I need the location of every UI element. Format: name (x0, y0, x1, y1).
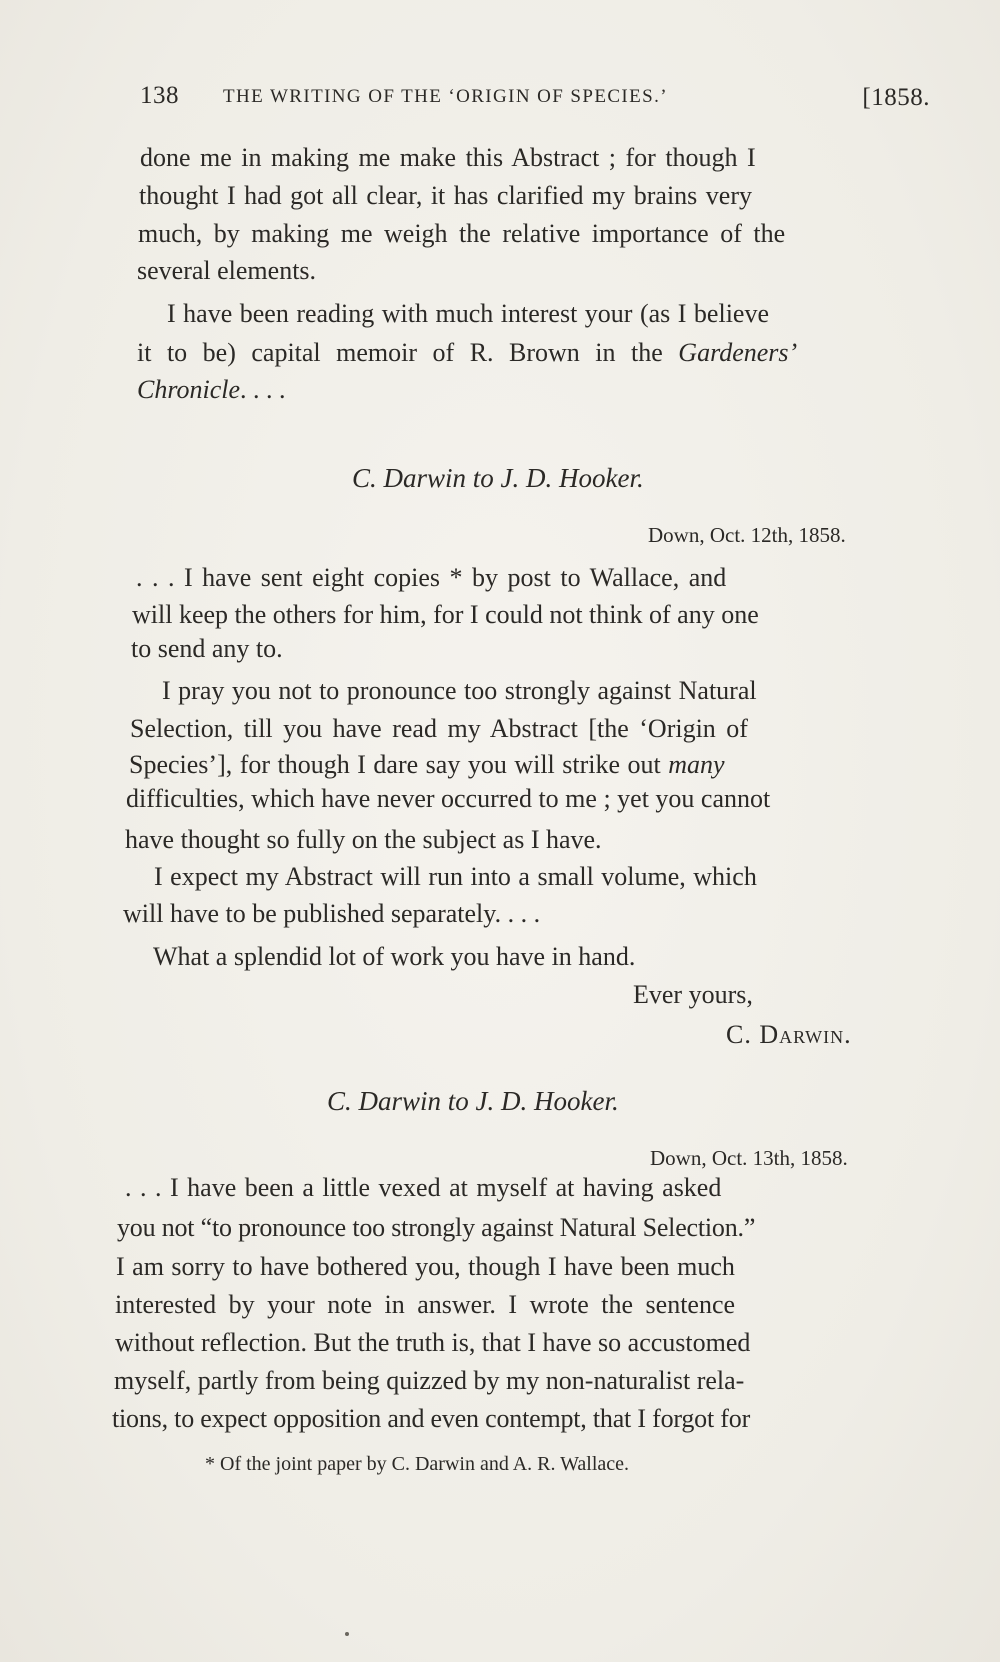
letter-signature: C. Darwin. (726, 1020, 852, 1049)
letter-dateline: Down, Oct. 13th, 1858. (650, 1146, 848, 1170)
body-line: have thought so fully on the subject as I have. (125, 825, 602, 854)
body-line: myself, partly from being quizzed by my non-naturalist rela- (114, 1366, 745, 1395)
body-line (129, 750, 725, 780)
italic-text: Chronicle (137, 375, 241, 404)
body-line: . . . I have been a little vexed at myself at having asked (125, 1173, 722, 1202)
header-year: [1858. (862, 84, 930, 111)
body-line: will keep the others for him, for I could not think of any one (132, 600, 759, 629)
body-text: . . . . (240, 375, 286, 404)
letter-heading: C. Darwin to J. D. Hooker. (327, 1086, 619, 1116)
body-text: Species’], for though I dare say you will strike out (129, 750, 669, 779)
body-line: I pray you not to pronounce too strongly against Natural (162, 676, 757, 705)
body-line: interested by your note in answer. I wrote the sentence (115, 1290, 736, 1319)
body-line (137, 338, 797, 368)
footnote: * Of the joint paper by C. Darwin and A. R. Wallace. (205, 1453, 630, 1475)
body-line: without reflection. But the truth is, that I have so accustomed (115, 1328, 751, 1357)
letter-closing: Ever yours, (633, 980, 753, 1009)
letter-dateline: Down, Oct. 12th, 1858. (648, 523, 846, 547)
body-line: Selection, till you have read my Abstract [the ‘Origin of (130, 714, 748, 743)
body-line (137, 375, 286, 405)
body-line: to send any to. (131, 634, 283, 663)
page-number: 138 (140, 82, 179, 109)
body-text: it to be) capital memoir of R. Brown in the (137, 338, 679, 367)
italic-text: Gardeners’ (678, 338, 798, 367)
body-line: difficulties, which have never occurred to me ; yet you cannot (126, 784, 771, 813)
body-line: I am sorry to have bothered you, though I have been much (116, 1252, 735, 1281)
body-line: you not “to pronounce too strongly against Natural Selection.” (117, 1213, 756, 1242)
running-header (140, 82, 930, 114)
body-line: I have been reading with much interest your (as I believe (167, 299, 769, 328)
page-speck (345, 1632, 349, 1636)
body-line: What a splendid lot of work you have in hand. (153, 942, 636, 971)
letter-heading: C. Darwin to J. D. Hooker. (352, 463, 644, 493)
body-line: done me in making me make this Abstract ; for though I (140, 143, 756, 172)
body-line: thought I had got all clear, it has clarified my brains very (139, 181, 752, 210)
running-title: THE WRITING OF THE ‘ORIGIN OF SPECIES.’ (223, 86, 668, 107)
body-line: much, by making me weigh the relative importance of the (138, 219, 786, 248)
body-line: several elements. (137, 256, 317, 285)
body-line: tions, to expect opposition and even contempt, that I forgot for (112, 1404, 751, 1433)
body-line: I expect my Abstract will run into a small volume, which (154, 862, 757, 891)
body-line: . . . I have sent eight copies * by post to Wallace, and (136, 563, 727, 592)
italic-text: many (668, 750, 725, 779)
body-line: will have to be published separately. . . . (123, 899, 541, 928)
